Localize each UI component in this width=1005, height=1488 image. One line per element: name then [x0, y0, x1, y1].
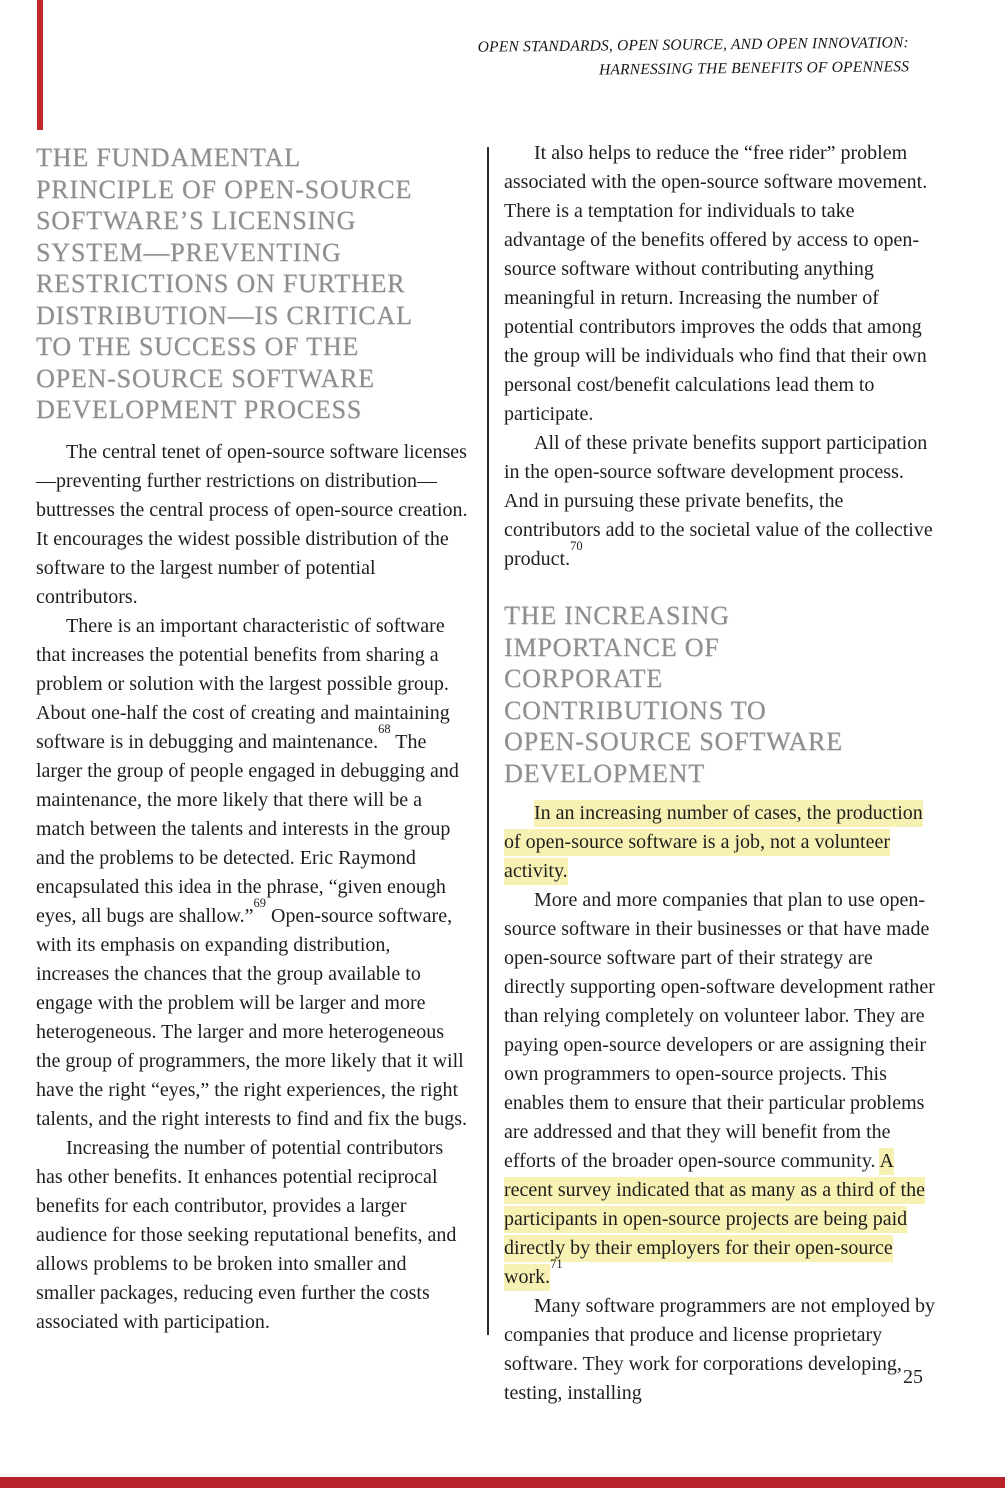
paragraph: Many software programmers are not employed by companies that produce and license proprietary software. They work for corporations developing, testing, installing [504, 1295, 935, 1404]
column-divider-rule [487, 147, 489, 1335]
heading-line: RESTRICTIONS ON FURTHER [36, 269, 406, 298]
heading-line: THE INCREASING [504, 601, 730, 630]
right-column [504, 139, 937, 1408]
section-heading-corporate [504, 600, 937, 789]
paragraph: Increasing the number of potential contributors has other benefits. It enhances potential reciprocal benefits for each contributor, provides a larger audience for those seeking reputational benefits, and allows problems to be broken into smaller and smaller packages, reducing even further the costs associated with participation. [36, 1136, 457, 1333]
paragraph [504, 799, 937, 886]
paragraph: It also helps to reduce the “free rider” problem associated with the open-source software movement. There is a temptation for individuals to take advantage of the benefits offered by access to open-source software without contributing anything meaningful in return. Increasing the number of potential contributors improves the odds that among the group will be individuals who find that their own personal cost/benefit calculations lead them to participate. [504, 142, 928, 425]
heading-line: DISTRIBUTION—IS CRITICAL [36, 300, 413, 330]
page-number: 25 [903, 1366, 923, 1388]
highlighted-text: In an increasing number of cases, the production of open-source software is a job, not a volunteer activity. [504, 800, 923, 885]
heading-line: TO THE SUCCESS OF THE [36, 332, 360, 361]
footnote-ref-68: 68 [378, 721, 391, 736]
text-run: Open-source software, with its emphasis on expanding distribution, increases the chances that the group available to engage with the problem will be larger and more heterogeneous. The larger and more heterogeneous the group of programmers, the more likely that it will have the right “eyes,” the right experiences, the right talents, and the right interests to find and fix the bugs. [36, 904, 468, 1130]
highlighted-text: A recent survey indicated that as many as a third of the participants in open-source projects are being paid directly by their employers for their open-source work. [504, 1148, 925, 1291]
section-heading-licensing [36, 142, 468, 426]
heading-line: SYSTEM—PREVENTING [36, 237, 342, 267]
paragraph [504, 886, 937, 1292]
footnote-ref-70: 70 [570, 539, 583, 554]
heading-line: SOFTWARE’S LICENSING [36, 206, 357, 235]
paragraph [36, 612, 468, 1134]
text-run: More and more companies that plan to use open-source software in their businesses or that have made open-source software part of their strategy are directly supporting open-software development rather than relying completely on volunteer labor. They are paying open-source developers or are assigning their own programmers to open-source projects. This enables them to ensure that their particular problems are addressed and that they will benefit from the efforts of the broader open-source community. [504, 889, 935, 1172]
text-run: All of these private benefits support participation in the open-source software development process. And in pursuing these private benefits, the contributors add to the societal value of the collective product. [504, 432, 933, 570]
heading-line: DEVELOPMENT [504, 758, 705, 788]
text-run: The larger the group of people engaged in debugging and maintenance, the more likely that there will be a match between the talents and interests in the group and the problems to be detected. Eric Raymond encapsulated this idea in the phrase, “given enough eyes, all bugs are shallow.” [36, 730, 459, 927]
heading-line: PRINCIPLE OF OPEN-SOURCE [36, 174, 413, 204]
heading-line: IMPORTANCE OF [504, 632, 720, 662]
heading-line: OPEN-SOURCE SOFTWARE [36, 363, 375, 393]
red-crop-mark-bottom [0, 1477, 1005, 1488]
running-head [0, 31, 909, 89]
text-run: There is an important characteristic of software that increases the potential benefits from sharing a problem or solution with the largest possible group. About one-half the cost of creating and maintaining software is in debugging and maintenance. [36, 614, 450, 753]
paragraph [504, 429, 937, 574]
heading-line: DEVELOPMENT PROCESS [36, 395, 363, 424]
paragraph: The central tenet of open-source software licenses—preventing further restrictions on distribution—buttresses the central process of open-source creation. It encourages the widest possible distribution of the software to the largest number of potential contributors. [36, 440, 468, 608]
heading-line: OPEN-SOURCE SOFTWARE [504, 727, 843, 756]
left-column [36, 142, 468, 1337]
heading-line: CONTRIBUTIONS TO [504, 695, 767, 725]
heading-line: CORPORATE [504, 664, 663, 693]
running-head-line1: OPEN STANDARDS, OPEN SOURCE, AND OPEN INNOVATION: [477, 34, 909, 56]
footnote-ref-69: 69 [253, 895, 267, 910]
running-head-line2: HARNESSING THE BENEFITS OF OPENNESS [598, 58, 910, 79]
footnote-ref-71: 71 [550, 1257, 563, 1272]
heading-line: THE FUNDAMENTAL [36, 143, 301, 172]
